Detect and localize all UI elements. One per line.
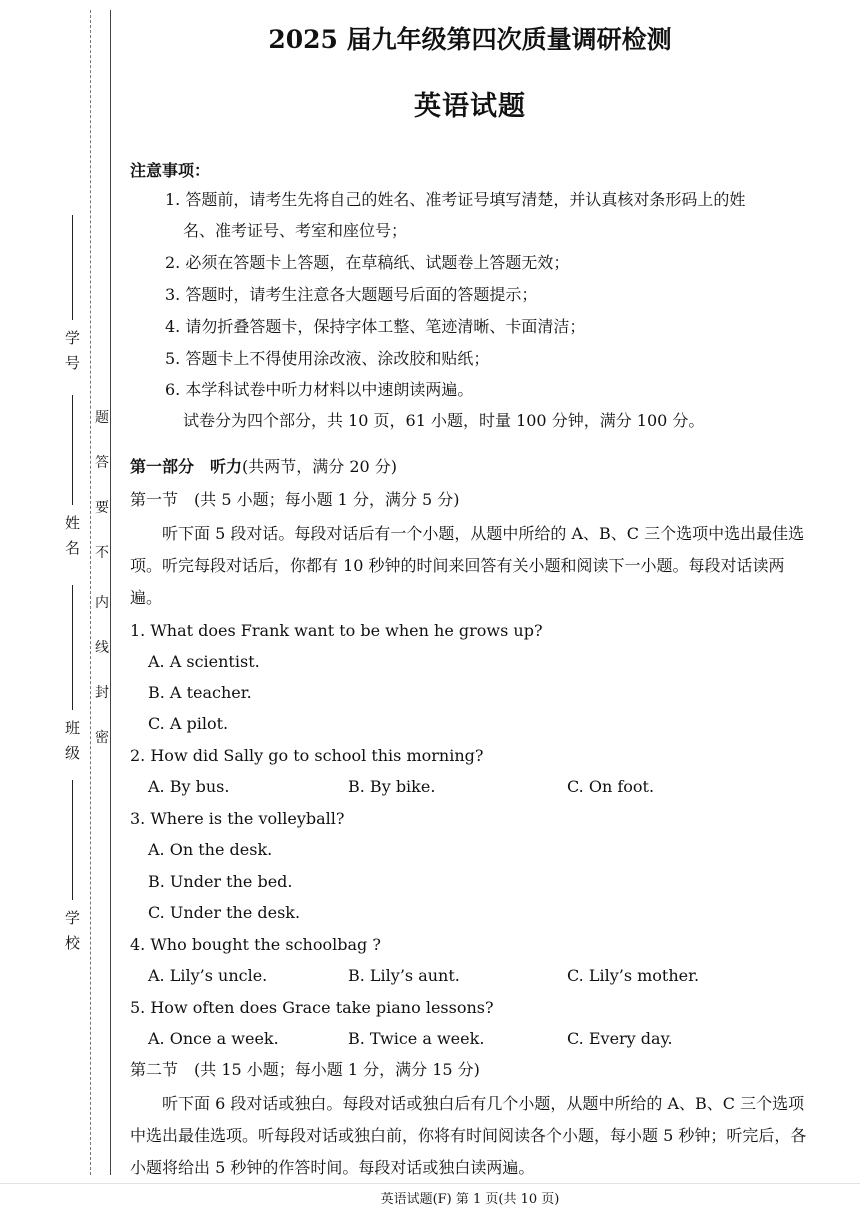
exam-title: 2025 届九年级第四次质量调研检测: [268, 25, 672, 54]
part1-note: (共两节，满分 20 分): [242, 457, 398, 476]
school-label: 学校: [63, 910, 81, 960]
answer-option[interactable]: A. A scientist.: [148, 652, 260, 671]
question-stem: 1. What does Frank want to be when he grows up?: [130, 621, 543, 640]
notice-summary: 试卷分为四个部分，共 10 页，61 小题，时量 100 分钟，满分 100 分。: [183, 411, 705, 430]
notice-item: 6. 本学科试卷中听力材料以中速朗读两遍。: [165, 380, 474, 399]
name-label: 姓名: [63, 515, 81, 565]
school-line: [72, 780, 73, 900]
footer-rule: [0, 1183, 860, 1184]
notice-heading: 注意事项：: [130, 161, 211, 180]
question-stem: 4. Who bought the schoolbag ?: [130, 935, 381, 954]
section1-instructions: 听下面 5 段对话。每段对话后有一个小题，从题中所给的 A、B、C 三个选项中选出最佳选项。听完每段对话后，你都有 10 秒钟的时间来回答有关小题和阅读下一小题。每段对话读两遍。: [130, 524, 805, 607]
name-line: [72, 395, 73, 505]
answer-option[interactable]: B. Under the bed.: [148, 872, 293, 891]
answer-option[interactable]: A. By bus.: [148, 777, 230, 796]
answer-option[interactable]: C. Lily’s mother.: [567, 966, 700, 985]
student-number-line: [72, 215, 73, 320]
page-footer: 英语试题(F) 第 1 页(共 10 页): [380, 1192, 560, 1207]
seal-char: 答: [95, 455, 109, 471]
question-stem: 3. Where is the volleyball?: [130, 809, 345, 828]
notice-item: 2. 必须在答题卡上答题，在草稿纸、试题卷上答题无效；: [165, 253, 570, 272]
school-field[interactable]: [55, 910, 85, 960]
class-field[interactable]: [55, 720, 85, 770]
answer-option[interactable]: C. On foot.: [567, 777, 655, 796]
seal-char: 题: [95, 410, 109, 426]
answer-option[interactable]: A. Lily’s uncle.: [148, 966, 268, 985]
binding-solid-line: [110, 10, 111, 1175]
part1-title: 第一部分 听力: [130, 457, 243, 476]
seal-char: 线: [95, 640, 109, 656]
seal-char: 密: [95, 730, 109, 746]
answer-option[interactable]: B. Lily’s aunt.: [348, 966, 460, 985]
binding-margin: [0, 0, 122, 1180]
part1-heading: [130, 456, 397, 478]
section1-heading: 第一节 (共 5 小题；每小题 1 分，满分 5 分): [130, 490, 460, 509]
student-number-field[interactable]: [55, 330, 85, 380]
answer-option[interactable]: C. Every day.: [567, 1029, 673, 1048]
student-number-label: 学号: [63, 330, 81, 380]
notice-item: 1. 答题前，请考生先将自己的姓名、准考证号填写清楚，并认真核对条形码上的姓: [165, 190, 746, 209]
answer-option[interactable]: C. Under the desk.: [148, 903, 301, 922]
answer-option[interactable]: A. On the desk.: [148, 840, 273, 859]
answer-option[interactable]: A. Once a week.: [148, 1029, 279, 1048]
answer-option[interactable]: B. Twice a week.: [348, 1029, 485, 1048]
seal-char: 内: [95, 595, 109, 611]
seal-char: 封: [95, 685, 109, 701]
answer-option[interactable]: B. By bike.: [348, 777, 436, 796]
name-field[interactable]: [55, 515, 85, 565]
seal-char: 不: [95, 545, 109, 561]
class-line: [72, 585, 73, 710]
exam-subtitle: 英语试题: [414, 91, 526, 122]
answer-option[interactable]: C. A pilot.: [148, 714, 229, 733]
class-label: 班级: [63, 720, 81, 770]
section2-heading: 第二节 (共 15 小题；每小题 1 分，满分 15 分): [130, 1060, 480, 1079]
question-stem: 5. How often does Grace take piano lessons?: [130, 998, 494, 1017]
binding-dashed-line: [90, 10, 91, 1175]
question-stem: 2. How did Sally go to school this morning?: [130, 746, 484, 765]
notice-item: 5. 答题卡上不得使用涂改液、涂改胶和贴纸；: [165, 349, 490, 368]
notice-item: 4. 请勿折叠答题卡，保持字体工整、笔迹清晰、卡面清洁；: [165, 317, 586, 336]
seal-char: 要: [95, 500, 109, 516]
notice-item: 名、准考证号、考室和座位号；: [183, 221, 408, 240]
notice-item: 3. 答题时，请考生注意各大题题号后面的答题提示；: [165, 285, 538, 304]
answer-option[interactable]: B. A teacher.: [148, 683, 252, 702]
section2-instructions: 听下面 6 段对话或独白。每段对话或独白后有几个小题，从题中所给的 A、B、C 三个选项中选出最佳选项。听每段对话或独白前，你将有时间阅读各个小题，每小题 5 秒钟；听完后，各小题将给出 5 秒钟的作答时间。每段对话或独白读两遍。: [130, 1094, 807, 1177]
